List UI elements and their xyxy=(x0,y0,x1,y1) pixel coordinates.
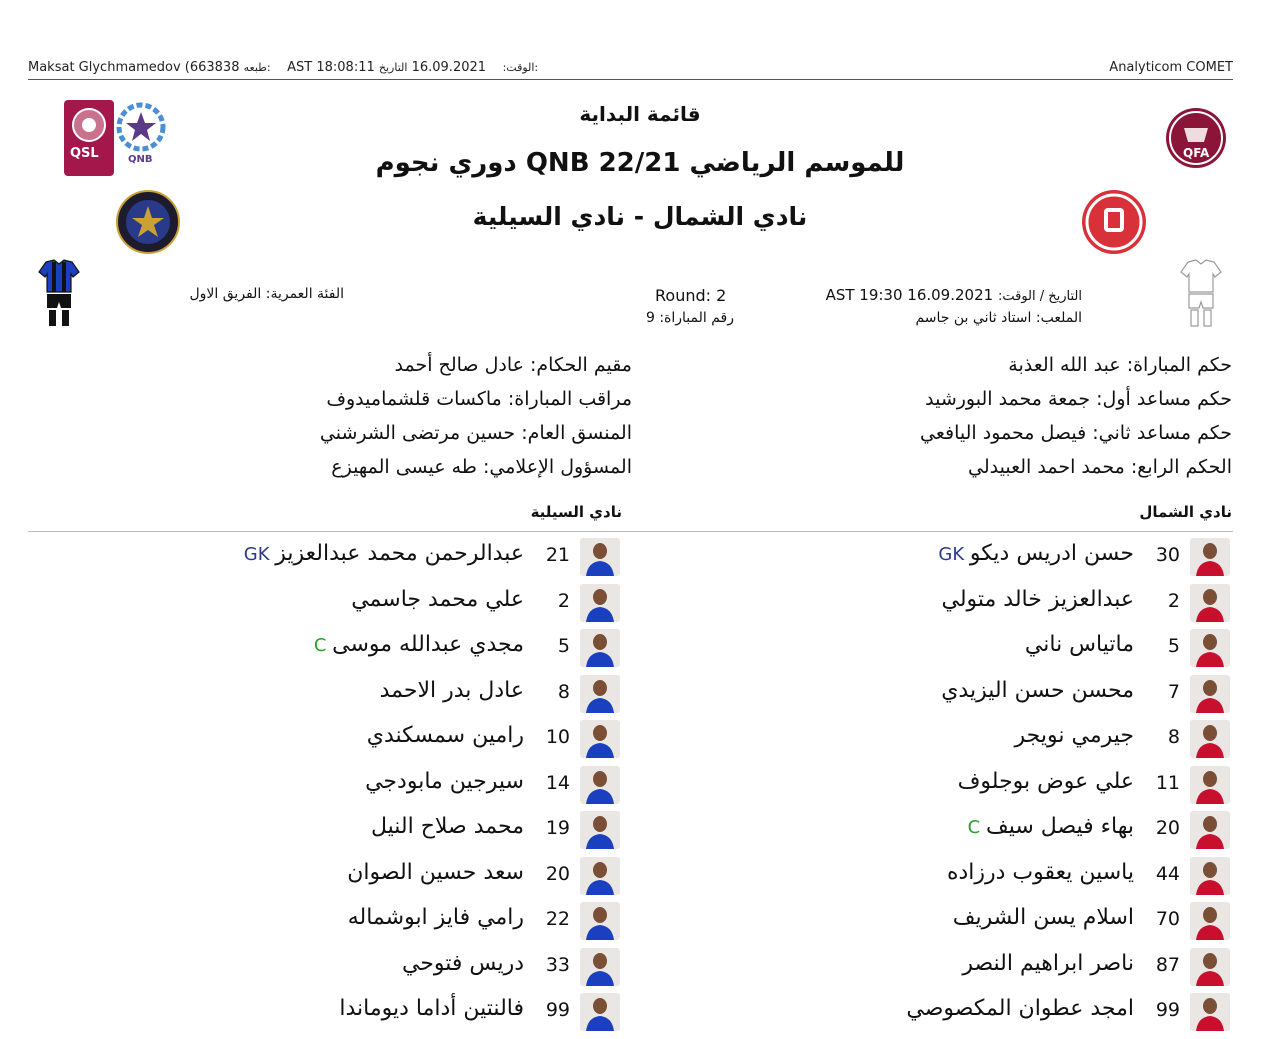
qfa-logo xyxy=(1166,108,1226,168)
away-crest-icon xyxy=(118,192,178,252)
away-kit-icon xyxy=(38,258,80,332)
player-name-text: فالنتين أداما ديوماندا xyxy=(339,996,524,1021)
home-player-name xyxy=(906,996,1134,1021)
away-player-number: 5 xyxy=(557,635,570,657)
home-player-name xyxy=(1015,723,1134,748)
official-label: مقيم الحكام: xyxy=(530,354,632,376)
official-label: مراقب المباراة: xyxy=(507,388,632,410)
away-player-photo xyxy=(580,629,620,667)
star-icon xyxy=(116,102,166,152)
match-round: Round: 2 xyxy=(655,286,727,305)
away-player-name xyxy=(380,678,524,703)
official-label: المسؤول الإعلامي: xyxy=(482,456,632,478)
match-number-value: 9 xyxy=(645,310,655,326)
official-label: حكم مساعد ثاني: xyxy=(1092,422,1232,444)
category-label: الفئة العمرية: xyxy=(265,286,344,302)
captain-tag: C xyxy=(313,635,333,656)
away-player-photo xyxy=(580,948,620,986)
away-player-name xyxy=(351,587,524,612)
away-player-photo xyxy=(580,584,620,622)
home-player-number: 7 xyxy=(1167,680,1180,703)
away-player-number: 33 xyxy=(545,953,570,976)
away-player-photo xyxy=(580,538,620,576)
away-player-photo xyxy=(580,811,620,849)
player-name-text: رامي فايز ابوشماله xyxy=(347,905,524,930)
home-player-photo xyxy=(1190,948,1230,986)
goalkeeper-tag: GK xyxy=(938,544,970,565)
player-name-text: حسن ادريس ديكو xyxy=(969,541,1134,566)
away-player-photo xyxy=(580,766,620,804)
home-team-crest xyxy=(1082,190,1146,254)
player-name-text: ياسين يعقوب درزاده xyxy=(946,859,1134,885)
player-name-text: سعد حسين الصوان xyxy=(347,859,524,885)
printed-label: طبعه: xyxy=(243,61,271,74)
home-player-number: 8 xyxy=(1167,726,1180,748)
time-label: الوقت: xyxy=(502,61,535,74)
goalkeeper-tag: GK xyxy=(243,544,276,565)
home-player-photo xyxy=(1190,811,1230,849)
qnb-logo xyxy=(116,102,166,174)
home-player-name xyxy=(953,905,1134,930)
lineup-divider xyxy=(28,531,1233,532)
away-player-name xyxy=(347,860,524,885)
home-player-number: 99 xyxy=(1155,999,1180,1021)
home-kit-icon xyxy=(1180,258,1222,332)
league-title: دوري نجوم QNB للموسم الرياضي 22/21 xyxy=(375,148,905,178)
player-name-text: دريس فتوحي xyxy=(401,950,524,976)
away-player-number: 2 xyxy=(557,589,570,612)
player-name-text: عبدالرحمن محمد عبدالعزيز xyxy=(275,541,524,566)
home-player-photo xyxy=(1190,538,1230,576)
datetime-value: AST 19:30 16.09.2021 xyxy=(825,286,994,304)
print-date: 16.09.2021 xyxy=(411,60,487,75)
player-name-text: محمد صلاح النيل xyxy=(370,814,524,839)
away-player-name xyxy=(348,905,524,930)
home-player-photo xyxy=(1190,902,1230,940)
official-label: حكم مساعد أول: xyxy=(1096,388,1232,410)
official-name: عبد الله العذبة xyxy=(1008,354,1127,376)
away-player-number: 8 xyxy=(557,680,570,703)
player-name-text: علي عوض بوجلوف xyxy=(957,768,1134,794)
player-name-text: علي محمد جاسمي xyxy=(351,586,524,612)
print-time: AST 18:08:11 xyxy=(287,60,375,75)
captain-tag: C xyxy=(967,817,986,838)
qsl-emblem-icon xyxy=(64,100,114,176)
home-player-number: 2 xyxy=(1167,589,1180,612)
home-side-official-2 xyxy=(920,422,1232,444)
home-side-official-3 xyxy=(968,456,1232,478)
home-player-number: 20 xyxy=(1155,817,1180,839)
player-name-text: بهاء فيصل سيف xyxy=(985,814,1134,839)
away-player-name xyxy=(365,769,524,794)
match-number-label: رقم المباراة: xyxy=(659,310,734,326)
home-player-name xyxy=(947,860,1134,885)
home-player-name xyxy=(1025,632,1134,657)
system-name: Analyticom COMET xyxy=(1109,60,1233,75)
player-name-text: جيرمي نويجر xyxy=(1014,723,1134,748)
player-name-text: مجدي عبدالله موسى xyxy=(332,632,524,657)
away-player-number: 22 xyxy=(545,908,570,930)
home-player-name xyxy=(941,587,1134,612)
away-player-photo xyxy=(580,902,620,940)
away-player-number: 19 xyxy=(545,817,570,839)
official-name: طه عيسى المهيزع xyxy=(331,456,483,478)
player-name-text: امجد عطوان المكصوصي xyxy=(906,996,1134,1021)
official-name: محمد احمد العبيدلي xyxy=(968,456,1131,478)
home-player-name xyxy=(968,814,1134,839)
player-name-text: رامين سمسكندي xyxy=(366,723,524,748)
home-side-official-0 xyxy=(1008,354,1232,376)
player-name-text: محسن حسن اليزيدي xyxy=(941,677,1134,703)
match-number xyxy=(646,310,734,326)
home-player-name xyxy=(958,769,1134,794)
home-player-photo xyxy=(1190,766,1230,804)
away-player-name xyxy=(339,996,524,1021)
player-name-text: ناصر ابراهيم النصر xyxy=(962,950,1134,976)
print-info xyxy=(28,60,538,75)
home-player-photo xyxy=(1190,993,1230,1031)
home-player-number: 30 xyxy=(1155,544,1180,566)
away-player-name xyxy=(367,723,524,748)
venue-value: استاد ثاني بن جاسم xyxy=(915,310,1032,326)
player-name-text: ماتياس ناني xyxy=(1024,632,1134,657)
qnb-text: QNB xyxy=(128,154,153,165)
age-category xyxy=(189,286,344,302)
qsl-text: QSL xyxy=(70,146,99,161)
home-player-number: 11 xyxy=(1155,771,1180,794)
match-venue xyxy=(915,310,1082,326)
doc-title: قائمة البداية xyxy=(579,102,701,126)
home-player-number: 87 xyxy=(1155,953,1180,976)
away-player-name xyxy=(371,814,524,839)
home-player-name xyxy=(962,951,1134,976)
official-label: المنسق العام: xyxy=(521,422,632,444)
official-name: حسين مرتضى الشرشني xyxy=(319,422,522,444)
qfa-text: QFA xyxy=(1183,146,1210,160)
category-value: الفريق الاول xyxy=(189,286,262,302)
away-side-official-3 xyxy=(331,456,632,478)
official-label: حكم المباراة: xyxy=(1126,354,1232,376)
away-side-official-0 xyxy=(395,354,632,376)
official-label: الحكم الرابع: xyxy=(1130,456,1232,478)
away-player-name xyxy=(402,951,524,976)
away-player-number: 99 xyxy=(545,999,570,1021)
away-side-official-1 xyxy=(326,388,632,410)
away-team-name: نادي السيلية xyxy=(530,503,622,521)
qsl-logo xyxy=(64,100,114,176)
away-player-photo xyxy=(580,993,620,1031)
away-player-name xyxy=(244,541,524,566)
home-player-photo xyxy=(1190,675,1230,713)
home-team-name: نادي الشمال xyxy=(1139,503,1232,521)
home-player-photo xyxy=(1190,629,1230,667)
home-player-name xyxy=(938,541,1134,566)
home-player-photo xyxy=(1190,857,1230,895)
date-label: التاريخ: xyxy=(378,61,539,74)
home-crest-icon xyxy=(1082,190,1146,254)
home-player-number: 70 xyxy=(1155,908,1180,930)
player-name-text: عبدالعزيز خالد متولي xyxy=(941,586,1134,612)
away-side-official-2 xyxy=(320,422,632,444)
away-player-name xyxy=(314,632,524,657)
away-team-crest xyxy=(116,190,180,254)
away-player-photo xyxy=(580,857,620,895)
home-player-photo xyxy=(1190,584,1230,622)
home-player-photo xyxy=(1190,720,1230,758)
match-title: نادي الشمال - نادي السيلية xyxy=(472,202,808,231)
official-name: عادل صالح أحمد xyxy=(394,354,530,376)
header-rule xyxy=(28,79,1233,80)
home-player-number: 44 xyxy=(1155,862,1180,885)
player-name-text: اسلام يسن الشريف xyxy=(952,905,1134,930)
official-name: جمعة محمد البورشيد xyxy=(925,388,1097,410)
away-player-number: 21 xyxy=(545,544,570,566)
player-name-text: سيرجين مابودجي xyxy=(365,768,524,794)
away-player-photo xyxy=(580,675,620,713)
venue-label: الملعب: xyxy=(1035,310,1082,326)
match-datetime xyxy=(826,286,1082,304)
away-player-number: 14 xyxy=(545,771,570,794)
home-side-official-1 xyxy=(925,388,1232,410)
printed-by: Maksat Glychmamedov (663838 xyxy=(28,60,240,75)
player-name-text: عادل بدر الاحمد xyxy=(379,677,524,703)
datetime-label: التاريخ / الوقت: xyxy=(997,289,1082,304)
official-name: ماكسات قلشماميدوف xyxy=(326,388,508,410)
away-player-number: 20 xyxy=(545,862,570,885)
home-player-name xyxy=(941,678,1134,703)
official-name: فيصل محمود اليافعي xyxy=(920,422,1093,444)
home-player-number: 5 xyxy=(1167,635,1180,657)
away-player-number: 10 xyxy=(545,726,570,748)
away-player-photo xyxy=(580,720,620,758)
